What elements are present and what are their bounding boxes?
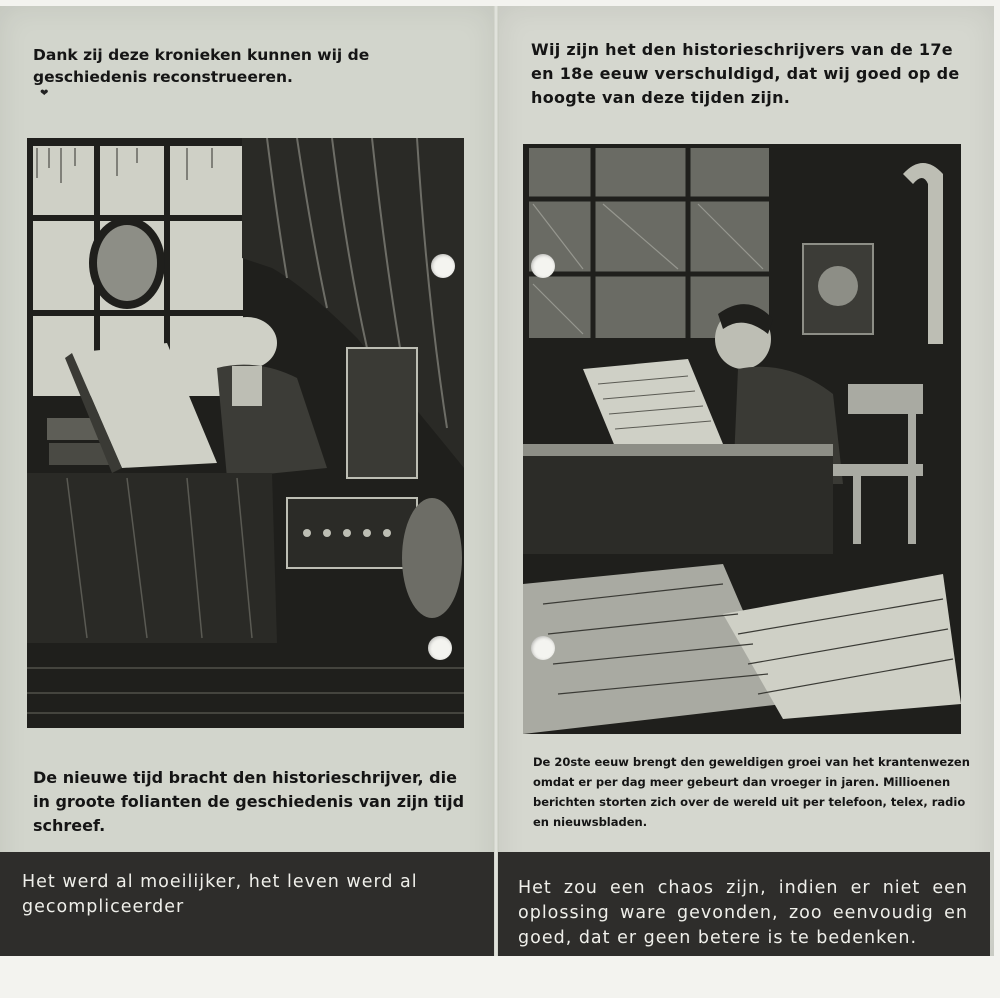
right-band-text: Het zou een chaos zijn, indien er niet een oplossing ware gevonden, zoo eenvoudig en goed, dat er geen betere is te bedenken. xyxy=(518,878,968,948)
punch-hole xyxy=(531,254,555,278)
chronicler-woodcut-svg xyxy=(27,138,464,728)
punch-hole xyxy=(531,636,555,660)
left-bottom-caption: De nieuwe tijd bracht den historieschrijver, die in groote folianten de geschiedenis van zijn tijd schreef. xyxy=(33,768,465,835)
newspaper-reader-woodcut-svg xyxy=(523,144,961,734)
left-top-caption: Dank zij deze kronieken kunnen wij de geschiedenis reconstrueeren. xyxy=(33,46,370,86)
newspaper-reader-woodcut-illustration xyxy=(523,144,961,734)
left-band-text: Het werd al moeilijker, het leven werd al gecompliceerder xyxy=(22,872,418,917)
right-top-caption: Wij zijn het den historieschrijvers van de 17e en 18e eeuw verschuldigd, dat wij goed op de hoogte van deze tijden zijn. xyxy=(531,40,960,107)
right-bottom-caption: De 20ste eeuw brengt den geweldigen groei van het krantenwezen omdat er per dag meer gebeurt dan vroeger in jaren. Millioenen berichten storten zich over de wereld uit per telefoon, telex, radio en nieuwsbladen. xyxy=(533,755,970,829)
page-fold xyxy=(493,6,499,956)
punch-hole xyxy=(428,636,452,660)
right-dark-band xyxy=(498,852,990,956)
left-dark-band xyxy=(0,852,494,956)
heart-ornament-icon: ❤ xyxy=(40,88,49,99)
chronicler-woodcut-illustration xyxy=(27,138,464,728)
punch-hole xyxy=(431,254,455,278)
